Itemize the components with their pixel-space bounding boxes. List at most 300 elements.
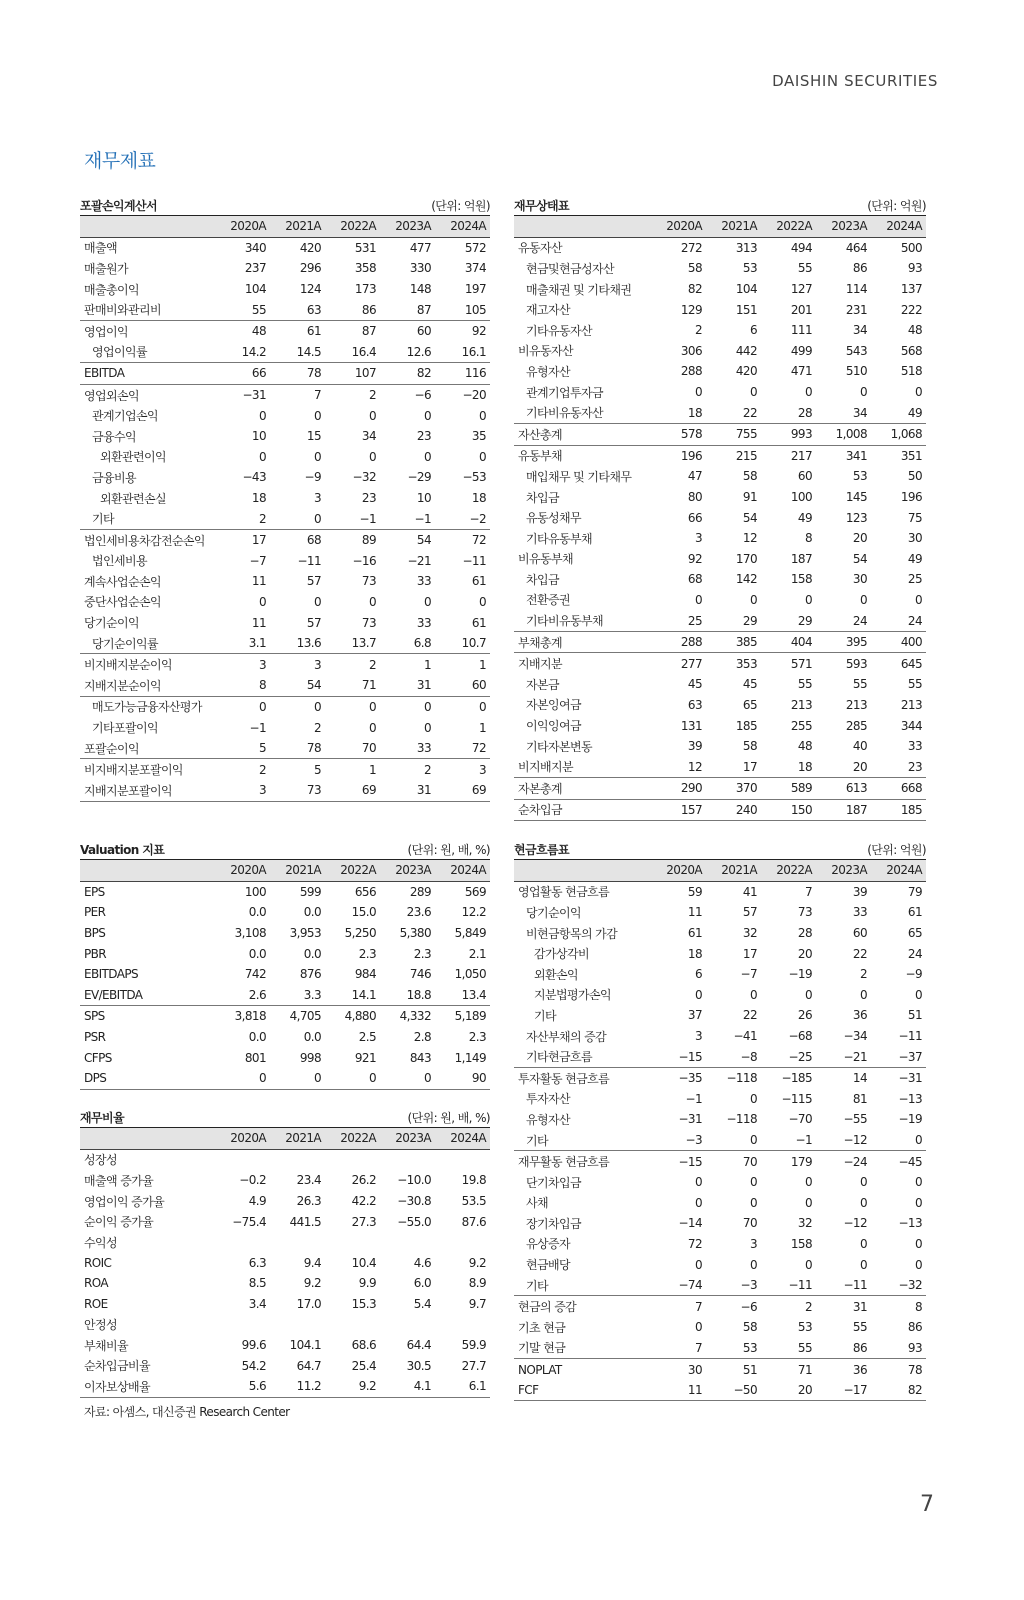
row-label: 현금의 증감 <box>514 1296 651 1317</box>
row-label: 현금및현금성자산 <box>526 261 614 276</box>
cell-value: 1 <box>325 759 380 780</box>
column-header: 2023A <box>816 860 871 881</box>
table-row <box>80 299 490 320</box>
cell-value <box>380 1149 435 1170</box>
table-row <box>514 1089 926 1110</box>
table-row <box>80 405 490 426</box>
cell-value: 1,068 <box>871 423 926 445</box>
table-title: 현금흐름표 <box>514 843 569 857</box>
table-header <box>80 1108 490 1128</box>
cell-value: 0 <box>914 1133 922 1148</box>
cell-value: 100 <box>790 490 812 505</box>
table-row <box>514 1130 926 1151</box>
table-row <box>80 1170 490 1191</box>
cell-value: 14 <box>816 1067 871 1088</box>
cell-value: −41 <box>733 1029 757 1044</box>
table-row <box>514 653 926 674</box>
cell-value: 306 <box>680 343 702 358</box>
cell-value <box>215 1232 270 1253</box>
cell-value: 26.3 <box>296 1194 321 1209</box>
table-row <box>514 361 926 382</box>
cell-value: 0 <box>694 385 702 400</box>
cell-value: 15 <box>306 429 321 444</box>
cell-value: 0 <box>749 592 757 607</box>
cell-value: 82 <box>871 1380 926 1401</box>
cell-value: −6 <box>380 384 435 405</box>
row-label: 지배지분순이익 <box>84 678 161 693</box>
cell-value: 29 <box>797 613 812 628</box>
row-label: 기타 <box>526 1133 548 1148</box>
income-statement-table <box>80 196 490 802</box>
cell-value: 157 <box>651 799 706 821</box>
table-row <box>80 943 490 964</box>
table-row <box>80 902 490 923</box>
row-label: 기타 <box>534 1008 556 1023</box>
cell-value: 32 <box>797 1216 812 1231</box>
cell-value: 78 <box>270 363 325 385</box>
table-row <box>80 592 490 613</box>
cell-value: −15 <box>678 1049 702 1064</box>
cell-value: 404 <box>761 631 816 653</box>
column-header: 2020A <box>651 860 706 881</box>
cell-value: 64.4 <box>406 1338 431 1353</box>
table-row <box>80 279 490 300</box>
row-label: 성장성 <box>84 1153 117 1168</box>
cell-value: 73 <box>797 905 812 920</box>
cell-value: 9.2 <box>468 1255 486 1270</box>
cell-value: 15.3 <box>351 1297 376 1312</box>
cell-value: 65 <box>907 926 922 941</box>
cell-value: 61 <box>471 615 486 630</box>
cell-value: 27.7 <box>461 1358 486 1373</box>
row-label: 매출원가 <box>84 261 128 276</box>
cell-value: 23 <box>361 491 376 506</box>
cell-value: −24 <box>816 1151 871 1172</box>
cell-value: 5,849 <box>454 926 486 941</box>
table-row <box>80 1294 490 1315</box>
cell-value: 145 <box>845 490 867 505</box>
table-row <box>80 717 490 738</box>
cell-value: 34 <box>361 429 376 444</box>
cell-value: 137 <box>900 282 922 297</box>
row-label: 기타비유동부채 <box>526 614 603 629</box>
table-row <box>514 320 926 341</box>
data-grid <box>80 1128 490 1398</box>
table-unit: (단위: 억원) <box>867 843 926 857</box>
cell-value: 0 <box>749 1175 757 1190</box>
table-row <box>80 696 490 717</box>
table-row <box>80 1273 490 1294</box>
cell-value: 39 <box>852 884 867 899</box>
cell-value: 20 <box>797 946 812 961</box>
cell-value: 255 <box>790 718 812 733</box>
cell-value: 8 <box>804 531 812 546</box>
cell-value: 801 <box>244 1050 266 1065</box>
table-row <box>514 423 926 445</box>
column-header: 2021A <box>706 860 761 881</box>
row-label: 사채 <box>526 1196 548 1211</box>
cell-value: 17.0 <box>296 1297 321 1312</box>
cell-value: 123 <box>845 510 867 525</box>
cell-value: 16.1 <box>461 344 486 359</box>
row-label: 매출액 증가율 <box>84 1173 154 1188</box>
cell-value: 353 <box>706 653 761 674</box>
cell-value: 107 <box>325 363 380 385</box>
table-row <box>80 1335 490 1356</box>
cell-value: 54 <box>852 551 867 566</box>
cell-value: 5,250 <box>344 926 376 941</box>
cell-value: 48 <box>797 739 812 754</box>
cell-value: 8.5 <box>248 1276 266 1291</box>
row-label: 이자보상배율 <box>80 1376 215 1397</box>
row-label: 관계기업손익 <box>92 409 158 424</box>
cell-value: 0 <box>749 1091 757 1106</box>
row-label: 유형자산 <box>526 1112 570 1127</box>
cell-value: 0.0 <box>248 905 266 920</box>
cell-value: 61 <box>907 905 922 920</box>
cell-value: −35 <box>651 1067 706 1088</box>
cell-value: 68.6 <box>351 1338 376 1353</box>
column-header-blank <box>80 860 215 881</box>
cell-value: 0 <box>749 1257 757 1272</box>
cell-value: 17 <box>215 529 270 550</box>
cell-value: 69 <box>435 780 490 801</box>
row-label: 매출액 <box>84 241 117 256</box>
cell-value: 0 <box>694 592 702 607</box>
cell-value: 48 <box>215 320 270 341</box>
cell-value: 494 <box>790 240 812 255</box>
cell-value: 12 <box>687 759 702 774</box>
cell-value: 20 <box>761 1380 816 1401</box>
row-label: 부채총계 <box>514 631 651 653</box>
column-header: 2023A <box>380 1128 435 1149</box>
row-label: 유동부채 <box>514 445 651 466</box>
table-row <box>80 1232 490 1253</box>
cell-value: 69 <box>325 780 380 801</box>
cell-value: 23.4 <box>296 1173 321 1188</box>
cell-value: 150 <box>761 799 816 821</box>
cell-value: 518 <box>900 364 922 379</box>
column-header-row <box>80 860 490 881</box>
cell-value: −37 <box>898 1049 922 1064</box>
cell-value: 90 <box>435 1068 490 1089</box>
row-label: 관계기업투자금 <box>526 385 603 400</box>
table-row <box>80 985 490 1006</box>
cell-value: 18 <box>471 491 486 506</box>
column-header: 2022A <box>761 216 816 237</box>
cell-value: 196 <box>900 490 922 505</box>
row-label: 기타자본변동 <box>526 739 592 754</box>
cell-value: −19 <box>788 967 812 982</box>
table-row <box>514 674 926 695</box>
cell-value: 61 <box>687 926 702 941</box>
cell-value: 2.3 <box>468 1030 486 1045</box>
cell-value: 0 <box>368 449 376 464</box>
balance-sheet-table <box>514 196 926 821</box>
column-header-blank <box>80 216 215 237</box>
cell-value: −68 <box>788 1029 812 1044</box>
cell-value: 277 <box>651 653 706 674</box>
cell-value: 2.3 <box>358 946 376 961</box>
cell-value: 420 <box>299 240 321 255</box>
cell-value: 2.5 <box>358 1030 376 1045</box>
cell-value: 60 <box>852 926 867 941</box>
row-label: 부채비율 <box>84 1338 128 1353</box>
page-title: 재무제표 <box>84 150 156 172</box>
cell-value: 31 <box>816 1296 871 1317</box>
cell-value: 288 <box>680 364 702 379</box>
cell-value: 19.8 <box>461 1173 486 1188</box>
cell-value: 998 <box>299 1050 321 1065</box>
cell-value: 18 <box>251 491 266 506</box>
cell-value: 36 <box>816 1359 871 1380</box>
cell-value: 8 <box>258 678 266 693</box>
cell-value: −15 <box>651 1151 706 1172</box>
row-label: PSR <box>84 1030 106 1045</box>
table-row <box>514 943 926 964</box>
cell-value: 27.3 <box>351 1214 376 1229</box>
cell-value: 0 <box>258 449 266 464</box>
cell-value: 60 <box>380 320 435 341</box>
table-row <box>514 902 926 923</box>
row-label: 외환손익 <box>534 967 578 982</box>
table-row <box>514 610 926 631</box>
cell-value: 5 <box>258 741 266 756</box>
cell-value: 2 <box>325 384 380 405</box>
table-row <box>514 528 926 549</box>
cell-value: 222 <box>900 302 922 317</box>
column-header: 2020A <box>215 216 270 237</box>
table-row <box>514 985 926 1006</box>
cell-value: 47 <box>687 469 702 484</box>
cell-value: −13 <box>898 1216 922 1231</box>
cell-value: 66 <box>215 363 270 385</box>
table-row <box>80 1006 490 1027</box>
cell-value: 1,050 <box>454 967 486 982</box>
cell-value: 3.4 <box>248 1297 266 1312</box>
cell-value: 20 <box>852 531 867 546</box>
table-row <box>80 467 490 488</box>
cell-value: 6.3 <box>248 1255 266 1270</box>
cell-value: 73 <box>361 574 376 589</box>
cell-value: 51 <box>907 1008 922 1023</box>
row-label: 비지배지분 <box>518 760 573 775</box>
cell-value: 0 <box>258 594 266 609</box>
cell-value: 28 <box>797 926 812 941</box>
cell-value: 104 <box>244 282 266 297</box>
row-label: 유동성채무 <box>526 511 581 526</box>
cell-value: 0 <box>914 1236 922 1251</box>
cell-value: −11 <box>297 553 321 568</box>
cell-value: 37 <box>687 1008 702 1023</box>
cell-value: 73 <box>361 615 376 630</box>
table-row <box>80 780 490 801</box>
cell-value: 93 <box>907 1340 922 1355</box>
cell-value: 6.1 <box>435 1376 490 1397</box>
cell-value: 3 <box>435 759 490 780</box>
cell-value: −21 <box>843 1049 867 1064</box>
row-label: 기말 현금 <box>518 1341 566 1356</box>
cell-value: 11 <box>251 574 266 589</box>
cell-value: 14.5 <box>296 344 321 359</box>
row-label: 자산총계 <box>514 423 651 445</box>
cell-value: 613 <box>816 778 871 800</box>
cell-value <box>325 1314 380 1335</box>
cell-value: 92 <box>687 551 702 566</box>
cell-value: 289 <box>409 884 431 899</box>
cell-value: 170 <box>735 551 757 566</box>
cell-value: 599 <box>299 884 321 899</box>
cell-value: 420 <box>735 364 757 379</box>
column-header: 2024A <box>871 216 926 237</box>
row-label: 현금배당 <box>526 1258 570 1273</box>
cell-value: 0 <box>313 408 321 423</box>
cell-value: 39 <box>687 739 702 754</box>
cell-value: 3 <box>215 654 270 675</box>
cell-value: 58 <box>742 469 757 484</box>
cell-value: 8.9 <box>468 1276 486 1291</box>
cell-value: 78 <box>871 1359 926 1380</box>
row-label: EBITDA <box>80 363 215 385</box>
cell-value <box>270 1314 325 1335</box>
table-row <box>80 1314 490 1335</box>
row-label: 기타포괄이익 <box>92 721 158 736</box>
cell-value: 23 <box>416 429 431 444</box>
cell-value: 237 <box>244 261 266 276</box>
table-row <box>514 1151 926 1172</box>
row-label: 당기순이익 <box>526 905 581 920</box>
cell-value: 58 <box>742 1320 757 1335</box>
cell-value: 22 <box>742 405 757 420</box>
row-label: 금융수익 <box>92 429 136 444</box>
cell-value: 330 <box>409 261 431 276</box>
cell-value: 3,108 <box>234 926 266 941</box>
cell-value: 26.2 <box>351 1173 376 1188</box>
financial-ratios-table <box>80 1108 490 1398</box>
cell-value: 24 <box>907 613 922 628</box>
cell-value: 0 <box>423 449 431 464</box>
cell-value: −70 <box>788 1112 812 1127</box>
cell-value: 0.0 <box>248 946 266 961</box>
cell-value: 70 <box>706 1151 761 1172</box>
cell-value: 7 <box>694 1340 702 1355</box>
data-grid <box>80 860 490 1090</box>
cell-value: 288 <box>651 631 706 653</box>
cell-value: 531 <box>354 240 376 255</box>
cell-value: 2 <box>313 720 321 735</box>
cell-value: 385 <box>706 631 761 653</box>
cell-value: 0 <box>423 594 431 609</box>
cell-value: −19 <box>898 1112 922 1127</box>
cell-value: 272 <box>680 240 702 255</box>
cell-value: 2.6 <box>248 987 266 1002</box>
cell-value: 10.4 <box>351 1255 376 1270</box>
cell-value: 3 <box>749 1236 757 1251</box>
cell-value: 3 <box>215 780 270 801</box>
cell-value: 0 <box>749 1195 757 1210</box>
row-label: 비유동자산 <box>518 344 573 359</box>
cell-value: 0 <box>859 592 867 607</box>
cell-value: 0 <box>914 1257 922 1272</box>
table-row <box>80 426 490 447</box>
cell-value: 6 <box>694 967 702 982</box>
cell-value: 12 <box>742 531 757 546</box>
cell-value: 116 <box>435 363 490 385</box>
cell-value: −11 <box>843 1278 867 1293</box>
source-note: 자료: 아셈스, 대신증권 Research Center <box>84 1405 290 1419</box>
cell-value: 71 <box>361 678 376 693</box>
cell-value: 72 <box>435 529 490 550</box>
row-label: 수익성 <box>84 1235 117 1250</box>
cell-value <box>215 1314 270 1335</box>
cell-value: 12.6 <box>406 344 431 359</box>
cell-value: 18.8 <box>406 987 431 1002</box>
cell-value: 42.2 <box>351 1194 376 1209</box>
cell-value: 231 <box>845 302 867 317</box>
cell-value: 9.4 <box>303 1255 321 1270</box>
cell-value: 54 <box>742 510 757 525</box>
cell-value: −1 <box>795 1133 812 1148</box>
column-header-row <box>80 216 490 237</box>
table-row <box>514 507 926 528</box>
column-header: 2022A <box>325 1128 380 1149</box>
cell-value: 2 <box>380 759 435 780</box>
cell-value: 4,880 <box>325 1006 380 1027</box>
cell-value: 63 <box>306 302 321 317</box>
cell-value: 53 <box>797 1320 812 1335</box>
cell-value: 7 <box>651 1296 706 1317</box>
table-row <box>514 715 926 736</box>
cell-value: 593 <box>816 653 871 674</box>
row-label: 장기차입금 <box>526 1216 581 1231</box>
table-row <box>514 736 926 757</box>
table-row <box>80 258 490 279</box>
cell-value <box>270 1149 325 1170</box>
table-row <box>514 964 926 985</box>
table-unit: (단위: 억원) <box>867 199 926 213</box>
cell-value: 6.8 <box>413 636 431 651</box>
cell-value: 45 <box>687 677 702 692</box>
column-header: 2021A <box>270 1128 325 1149</box>
cell-value: 3 <box>694 531 702 546</box>
cell-value: 158 <box>790 572 812 587</box>
cell-value: 82 <box>687 282 702 297</box>
table-row <box>80 1211 490 1232</box>
cell-value: 100 <box>244 884 266 899</box>
cell-value: −3 <box>685 1133 702 1148</box>
cell-value: −9 <box>905 967 922 982</box>
cell-value: 5 <box>270 759 325 780</box>
cell-value: 23.6 <box>406 905 431 920</box>
cell-value: 70 <box>361 741 376 756</box>
row-label: 당기순이익 <box>84 616 139 631</box>
cell-value: 0 <box>380 696 435 717</box>
row-label: BPS <box>84 926 106 941</box>
row-label: 법인세비용차감전순손익 <box>80 529 215 550</box>
cell-value: 10 <box>251 429 266 444</box>
cell-value: 1,008 <box>816 423 871 445</box>
cell-value: 0 <box>694 1257 702 1272</box>
cell-value: 589 <box>761 778 816 800</box>
cell-value: 179 <box>761 1151 816 1172</box>
cell-value: 471 <box>790 364 812 379</box>
cell-value: 1 <box>435 654 490 675</box>
table-row <box>514 1109 926 1130</box>
cell-value: 75 <box>907 510 922 525</box>
table-row <box>80 551 490 572</box>
table-row <box>80 363 490 385</box>
table-title: 포괄손익계산서 <box>80 199 157 213</box>
